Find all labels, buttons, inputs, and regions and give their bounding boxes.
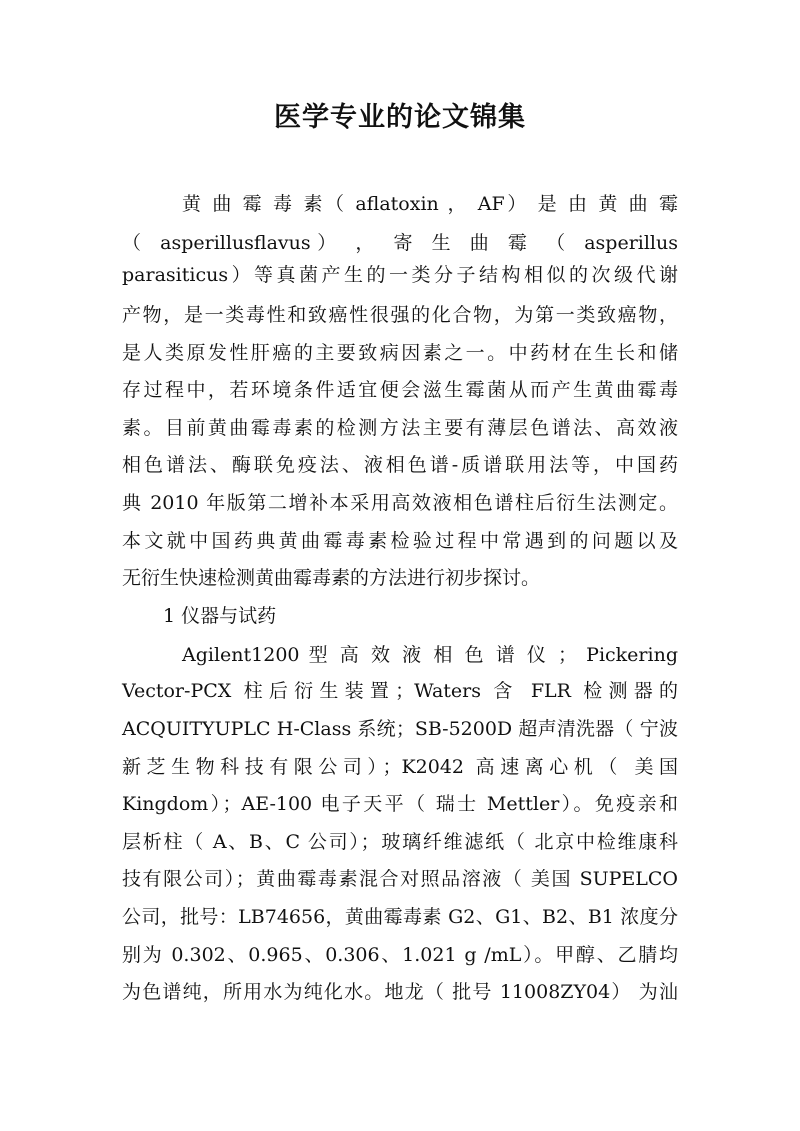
paragraph-line: 新芝生物科技有限公司）；K2042 高速离心机（ 美国	[122, 756, 678, 778]
paragraph-line: Kingdom）；AE-100 电子天平（ 瑞士 Mettler）。免疫亲和	[122, 793, 678, 815]
paragraph-line: 别为 0.302、0.965、0.306、1.021 g /mL）。甲醇、乙腈均	[122, 944, 678, 966]
paragraph-line: 为色谱纯，所用水为纯化水。地龙（ 批号 11008ZY04） 为汕	[122, 981, 678, 1003]
paragraph-line: 黄 曲 霉 毒 素（ aflatoxin ， AF） 是 由 黄 曲 霉	[182, 193, 678, 215]
paragraph-line: Agilent1200 型 高 效 液 相 色 谱 仪 ； Pickering	[182, 644, 678, 666]
paragraph-line: 层析柱（ A、B、C 公司）；玻璃纤维滤纸（ 北京中检维康科	[122, 831, 678, 853]
paragraph-line: 典 2010 年版第二增补本采用高效液相色谱柱后衍生法测定。	[122, 492, 678, 514]
paragraph-line: 是人类原发性肝癌的主要致病因素之一。中药材在生长和储	[122, 342, 678, 364]
paragraph-line: 素。目前黄曲霉毒素的检测方法主要有薄层色谱法、高效液	[122, 417, 678, 439]
paragraph-line: （ asperillusflavus） ， 寄 生 曲 霉 （ asperillus	[122, 232, 678, 254]
paragraph-line: 相色谱法、酶联免疫法、液相色谱-质谱联用法等，中国药	[122, 454, 678, 476]
paragraph-line: 产物，是一类毒性和致癌性很强的化合物，为第一类致癌物，	[122, 304, 678, 326]
paragraph-line: ACQUITYUPLC H-Class 系统；SB-5200D 超声清洗器（ 宁波	[122, 718, 678, 740]
section-heading: 1 仪器与试药	[163, 605, 277, 627]
paragraph-line: parasiticus）等真菌产生的一类分子结构相似的次级代谢	[122, 264, 678, 286]
paragraph-line: Vector-PCX 柱后衍生装置；Waters 含 FLR 检测器的	[122, 680, 678, 702]
paragraph-line: 技有限公司）；黄曲霉毒素混合对照品溶液（ 美国 SUPELCO	[122, 868, 678, 890]
document-title: 医学专业的论文锦集	[274, 102, 526, 133]
paragraph-line: 存过程中，若环境条件适宜便会滋生霉菌从而产生黄曲霉毒	[122, 379, 678, 401]
paragraph-line: 无衍生快速检测黄曲霉毒素的方法进行初步探讨。	[122, 567, 541, 589]
paragraph-line: 本文就中国药典黄曲霉毒素检验过程中常遇到的问题以及	[122, 530, 678, 552]
paragraph-line: 公司，批号：LB74656，黄曲霉毒素 G2、G1、B2、B1 浓度分	[122, 906, 678, 928]
